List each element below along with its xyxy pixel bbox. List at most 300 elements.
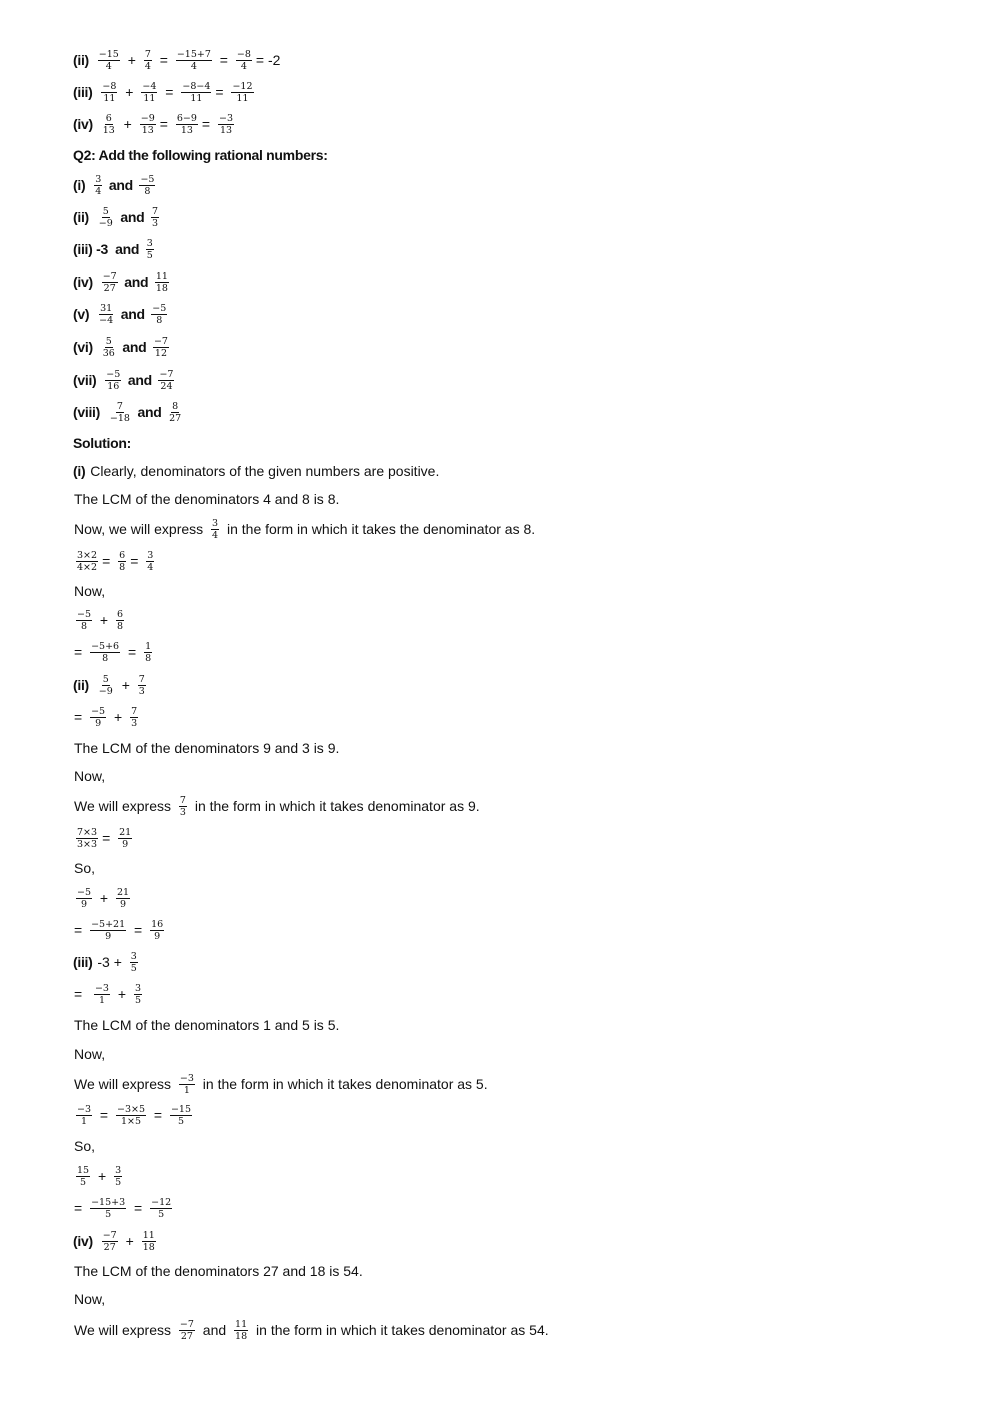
fraction: [236, 49, 252, 72]
denominator: 8: [144, 185, 151, 197]
fraction: [144, 641, 152, 664]
fraction: [114, 1165, 122, 1188]
fraction: [76, 550, 98, 573]
fraction: [76, 1165, 90, 1188]
fraction: [179, 795, 187, 818]
fraction: [118, 550, 126, 573]
text-line: [73, 396, 185, 428]
fraction: [179, 1319, 195, 1342]
numerator: −5: [77, 886, 92, 898]
numerator: −15+7: [176, 48, 211, 60]
numerator: −7: [159, 368, 174, 380]
fraction: [90, 919, 126, 942]
numerator: −3: [94, 982, 109, 994]
denominator: 1: [183, 1084, 190, 1096]
denominator: 4: [147, 561, 154, 573]
denominator: 8: [145, 652, 152, 664]
text: The LCM of the denominators 1 and 5 is 5.: [74, 1017, 340, 1033]
text-line: [73, 701, 141, 733]
text-line: [73, 233, 157, 265]
text: and: [198, 1322, 231, 1338]
denominator: 8: [80, 620, 88, 632]
denominator: −9: [98, 217, 113, 229]
text-line: [73, 1192, 175, 1224]
bold-label: (ii): [73, 209, 89, 225]
numerator: −7: [153, 335, 168, 347]
bold-label: Q2: Add the following rational numbers:: [73, 147, 328, 163]
text: +: [123, 52, 140, 68]
numerator: −9: [140, 112, 155, 124]
text: in the form in which it takes the denominator as 8.: [223, 521, 536, 537]
denominator: 16: [107, 380, 120, 392]
fraction: [102, 1230, 118, 1253]
text-line: [73, 1130, 96, 1162]
text: =: [215, 84, 228, 100]
text-line: [73, 1099, 195, 1131]
text-line: [73, 669, 149, 701]
numerator: −5: [77, 608, 92, 620]
text-line: [73, 331, 172, 363]
text: [94, 339, 98, 355]
fraction: [94, 983, 110, 1006]
text-line: [73, 1225, 159, 1257]
denominator: 11: [190, 92, 203, 104]
denominator: 5: [80, 1176, 87, 1188]
numerator: 5: [102, 205, 109, 217]
text: =: [130, 1200, 147, 1216]
denominator: −18: [109, 412, 130, 424]
fraction: [141, 81, 157, 104]
fraction: [90, 706, 106, 729]
fraction: [76, 609, 92, 632]
text: [94, 274, 98, 290]
text-line: [73, 822, 135, 854]
numerator: 6: [116, 608, 124, 620]
text: Now, we will express: [74, 521, 208, 537]
denominator: 11: [143, 92, 156, 104]
text: Now,: [74, 1046, 106, 1062]
numerator: 6: [119, 549, 126, 561]
text: [94, 116, 98, 132]
text-line: [73, 1160, 125, 1192]
text: +: [110, 709, 127, 725]
bold-label: (viii): [73, 404, 100, 420]
numerator: 21: [119, 826, 132, 838]
numerator: −12: [232, 80, 253, 92]
numerator: −3: [77, 1103, 92, 1115]
denominator: 4: [240, 60, 247, 72]
fraction: [98, 674, 114, 697]
denominator: 1: [98, 994, 105, 1006]
denominator: 9: [80, 898, 88, 910]
text: The LCM of the denominators 9 and 3 is 9.: [74, 740, 340, 756]
fraction: [76, 1104, 92, 1127]
text-line: [73, 201, 162, 233]
text: +: [94, 1168, 111, 1184]
numerator: −5: [152, 302, 167, 314]
denominator: 3: [131, 717, 138, 729]
fraction: [139, 174, 155, 197]
numerator: 11: [142, 1229, 155, 1241]
numerator: −7: [102, 270, 117, 282]
bold-label: (iv): [73, 1233, 93, 1249]
text: =: [150, 1107, 166, 1123]
text: We will express: [74, 1322, 175, 1338]
fraction: [234, 1319, 248, 1342]
text-line: [73, 44, 281, 76]
text: [94, 1233, 98, 1249]
fraction: [176, 113, 198, 136]
fraction: [151, 206, 159, 229]
fraction: [142, 1230, 156, 1253]
text-line: [73, 364, 177, 396]
text: +: [96, 612, 112, 628]
denominator: 27: [180, 1330, 193, 1342]
denominator: 5: [146, 249, 153, 261]
denominator: 9: [154, 930, 161, 942]
text: =: [96, 1107, 112, 1123]
numerator: −12: [151, 1196, 172, 1208]
bold-label: and: [117, 306, 149, 322]
text-line: [73, 732, 340, 764]
numerator: −7: [102, 1229, 117, 1241]
text: [101, 404, 105, 420]
text: So,: [74, 860, 96, 876]
text: =: [74, 644, 87, 660]
text: = -2: [255, 52, 281, 68]
denominator: 27: [103, 1241, 116, 1253]
bold-label: (iii): [73, 954, 93, 970]
denominator: 3: [151, 217, 159, 229]
bold-label: and: [133, 404, 166, 420]
fraction: [146, 238, 154, 261]
denominator: 8: [156, 314, 163, 326]
text: +: [119, 116, 136, 132]
text-line: [73, 636, 155, 668]
denominator: −4: [99, 314, 114, 326]
fraction: [150, 919, 164, 942]
numerator: 3: [95, 173, 102, 185]
denominator: 4: [95, 185, 102, 197]
numerator: 7: [138, 673, 145, 685]
fraction: [130, 951, 138, 974]
bold-label: (vi): [73, 339, 93, 355]
text: +: [121, 1233, 138, 1249]
text: =: [161, 84, 178, 100]
bold-label: (iii): [73, 84, 93, 100]
denominator: 8: [102, 652, 109, 664]
text: =: [155, 52, 172, 68]
numerator: 8: [172, 400, 179, 412]
denominator: 36: [102, 347, 115, 359]
fraction: [116, 1104, 146, 1127]
text: =: [159, 116, 172, 132]
text: We will express: [74, 798, 175, 814]
denominator: 9: [122, 838, 129, 850]
text-line: [73, 76, 257, 108]
text-line: [73, 1314, 550, 1346]
denominator: 9: [105, 930, 112, 942]
text-line: [73, 852, 96, 884]
text-line: [73, 169, 158, 201]
denominator: 5: [134, 994, 141, 1006]
numerator: 3: [130, 950, 137, 962]
numerator: −15+3: [91, 1196, 126, 1208]
text: The LCM of the denominators 4 and 8 is 8.: [74, 491, 340, 507]
numerator: 7: [179, 794, 186, 806]
fraction: [140, 113, 156, 136]
text: +: [96, 890, 112, 906]
fraction: [176, 49, 212, 72]
text: =: [130, 553, 143, 569]
numerator: 5: [105, 335, 112, 347]
text: [94, 84, 98, 100]
bold-label: Solution:: [73, 435, 131, 451]
numerator: 31: [100, 302, 113, 314]
numerator: 7: [151, 205, 159, 217]
text: -3 +: [93, 954, 126, 970]
numerator: −5: [91, 705, 106, 717]
numerator: 3: [115, 1164, 122, 1176]
numerator: −5+6: [91, 640, 120, 652]
denominator: 9: [120, 898, 127, 910]
numerator: 6−9: [176, 112, 197, 124]
fraction: [90, 1197, 126, 1220]
fraction: [155, 271, 169, 294]
text: Clearly, denominators of the given numbers are positive.: [86, 463, 440, 479]
bold-label: (i): [73, 463, 86, 479]
numerator: 7: [144, 48, 151, 60]
text-line: [73, 483, 340, 515]
text: =: [74, 709, 87, 725]
fraction: [153, 336, 169, 359]
numerator: 6: [105, 112, 112, 124]
denominator: 5: [105, 1208, 112, 1220]
text-line: [73, 882, 133, 914]
text: [90, 52, 94, 68]
fraction: [181, 81, 211, 104]
fraction: [94, 174, 102, 197]
numerator: 15: [77, 1164, 90, 1176]
numerator: 1: [145, 640, 152, 652]
denominator: 11: [236, 92, 249, 104]
denominator: 3: [179, 806, 186, 818]
text-line: [73, 604, 127, 636]
numerator: 3: [147, 549, 154, 561]
fraction: [231, 81, 253, 104]
bold-label: and: [116, 209, 148, 225]
fraction: [146, 550, 154, 573]
text-line: [73, 1283, 106, 1315]
bold-label: (ii): [73, 52, 89, 68]
denominator: 18: [155, 282, 168, 294]
fraction: [98, 303, 114, 326]
text: [90, 677, 94, 693]
fraction: [76, 887, 92, 910]
fraction: [116, 887, 130, 910]
numerator: 7×3: [77, 826, 98, 838]
denominator: 12: [154, 347, 168, 359]
denominator: 11: [103, 92, 116, 104]
text-line: [73, 914, 167, 946]
text: Now,: [74, 1291, 106, 1307]
numerator: 11: [155, 270, 168, 282]
text: Now,: [74, 768, 106, 784]
text-line: [73, 790, 481, 822]
text: +: [121, 84, 138, 100]
bold-label: (i): [73, 177, 86, 193]
denominator: 9: [95, 717, 102, 729]
text-line: [73, 1038, 106, 1070]
text-line: [73, 760, 106, 792]
fraction: [118, 827, 132, 850]
numerator: 3: [146, 237, 153, 249]
fraction: [102, 336, 116, 359]
denominator: 4: [190, 60, 197, 72]
text: =: [102, 830, 115, 846]
fraction: [218, 113, 234, 136]
bold-label: and: [120, 274, 152, 290]
denominator: 3: [138, 685, 145, 697]
fraction: [179, 1073, 195, 1096]
fraction: [98, 206, 114, 229]
bold-label: (iv): [73, 116, 93, 132]
text-line: [73, 298, 170, 330]
fraction: [105, 369, 121, 392]
numerator: 3: [134, 982, 141, 994]
numerator: −3×5: [116, 1103, 145, 1115]
fraction: [109, 401, 131, 424]
numerator: −8: [236, 48, 251, 60]
numerator: −5: [140, 173, 155, 185]
denominator: 4: [212, 529, 219, 541]
fraction: [151, 303, 167, 326]
text: in the form in which it takes denominator as 5.: [198, 1076, 488, 1092]
denominator: 4: [144, 60, 151, 72]
text: =: [201, 116, 214, 132]
text: =: [124, 644, 141, 660]
text: =: [74, 922, 87, 938]
text: in the form in which it takes denominator as 54.: [252, 1322, 549, 1338]
fraction: [168, 401, 182, 424]
denominator: 13: [180, 124, 193, 136]
denominator: 5: [130, 962, 137, 974]
text: [86, 177, 90, 193]
denominator: 13: [219, 124, 233, 136]
fraction: [101, 81, 117, 104]
bold-label: (vii): [73, 372, 97, 388]
fraction: [211, 518, 219, 541]
text: =: [215, 52, 232, 68]
denominator: 5: [177, 1115, 185, 1127]
fraction: [158, 369, 174, 392]
numerator: 3: [212, 517, 219, 529]
numerator: 7: [131, 705, 138, 717]
denominator: 13: [141, 124, 154, 136]
denominator: 1×5: [120, 1115, 142, 1127]
bold-label: (iii) -3 and: [73, 241, 143, 257]
denominator: 3×3: [77, 838, 98, 850]
denominator: 4×2: [77, 561, 98, 573]
text-line: [73, 139, 328, 171]
text: =: [74, 986, 90, 1002]
fraction: [144, 49, 152, 72]
fraction: [138, 674, 146, 697]
fraction: [130, 706, 138, 729]
text: +: [113, 986, 130, 1002]
numerator: 5: [102, 673, 109, 685]
numerator: −5: [106, 368, 121, 380]
denominator: 4: [105, 60, 112, 72]
numerator: −7: [179, 1318, 194, 1330]
text-line: [73, 946, 141, 978]
bold-label: and: [105, 177, 137, 193]
text-line: [73, 1009, 340, 1041]
fraction: [116, 609, 124, 632]
text: Now,: [74, 583, 106, 599]
numerator: 16: [151, 918, 164, 930]
numerator: −15: [170, 1103, 192, 1115]
fraction: [150, 1197, 172, 1220]
fraction: [98, 49, 120, 72]
bold-label: (iv): [73, 274, 93, 290]
denominator: 8: [116, 620, 124, 632]
fraction: [134, 983, 142, 1006]
text: in the form in which it takes denominator as 9.: [190, 798, 480, 814]
text: +: [117, 677, 134, 693]
numerator: −3: [219, 112, 234, 124]
denominator: 5: [158, 1208, 165, 1220]
numerator: 7: [116, 400, 123, 412]
text-line: [73, 978, 145, 1010]
denominator: 27: [169, 412, 182, 424]
numerator: 3×2: [77, 549, 98, 561]
text: The LCM of the denominators 27 and 18 is 54.: [74, 1263, 363, 1279]
numerator: −15: [98, 48, 119, 60]
text: We will express: [74, 1076, 175, 1092]
bold-label: and: [118, 339, 150, 355]
numerator: −5+21: [91, 918, 126, 930]
text: =: [102, 553, 115, 569]
denominator: 18: [142, 1241, 155, 1253]
text: So,: [74, 1138, 96, 1154]
denominator: 24: [160, 380, 173, 392]
denominator: 8: [119, 561, 126, 573]
denominator: 13: [102, 124, 115, 136]
text: [90, 209, 94, 225]
text: =: [130, 922, 147, 938]
denominator: 27: [103, 282, 116, 294]
bold-label: and: [124, 372, 156, 388]
numerator: 11: [235, 1318, 248, 1330]
denominator: 18: [235, 1330, 248, 1342]
fraction: [102, 271, 118, 294]
text-line: [73, 108, 237, 140]
text-line: [73, 266, 172, 298]
bold-label: (v): [73, 306, 90, 322]
fraction: [102, 113, 116, 136]
numerator: 21: [116, 886, 130, 898]
numerator: −4: [142, 80, 157, 92]
fraction: [170, 1104, 192, 1127]
numerator: −8: [102, 80, 117, 92]
text-line: [73, 1255, 364, 1287]
text: [97, 372, 101, 388]
text-line: [73, 545, 157, 577]
numerator: −8−4: [182, 80, 211, 92]
fraction: [90, 641, 120, 664]
text: [90, 306, 94, 322]
